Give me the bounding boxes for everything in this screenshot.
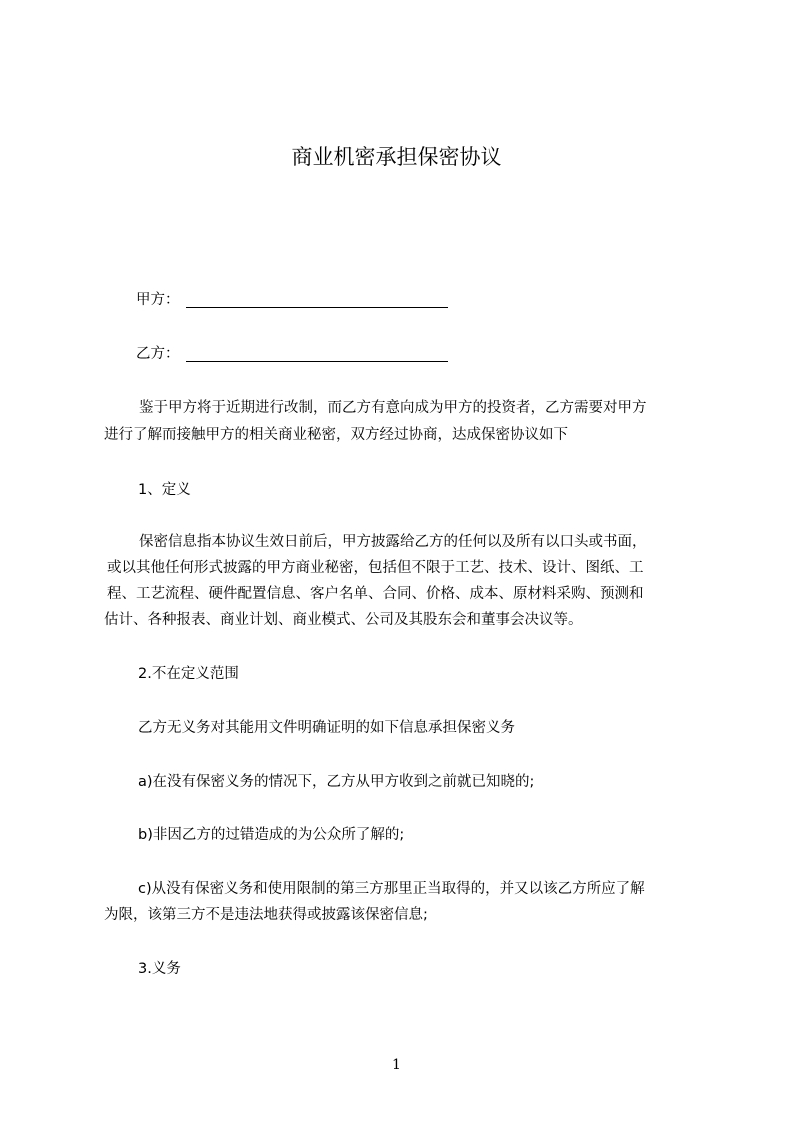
item-c-line-1: c)从没有保密义务和使用限制的第三方那里正当取得的，并又以该乙方所应了解 (138, 881, 645, 897)
item-c-line-2: 为限，该第三方不是违法地获得或披露该保密信息; (104, 907, 428, 923)
section3-heading: 3.义务 (138, 961, 181, 977)
section1-body-line-2: 或以其他任何形式披露的甲方商业秘密，包括但不限于工艺、技术、设计、图纸、工 (107, 560, 644, 576)
section1-body-line-4: 估计、各种报表、商业计划、商业模式、公司及其股东会和董事会决议等。 (104, 612, 583, 628)
party-b-blank-line (186, 361, 448, 362)
section1-body-line-3: 程、工艺流程、硬件配置信息、客户名单、合同、价格、成本、原材料采购、预测和 (107, 586, 644, 602)
intro-line-1: 鉴于甲方将于近期进行改制，而乙方有意向成为甲方的投资者，乙方需要对甲方 (139, 400, 647, 416)
section1-heading: 1、定义 (138, 482, 191, 498)
document-title: 商业机密承担保密协议 (291, 145, 502, 169)
item-b: b)非因乙方的过错造成的为公众所了解的; (138, 827, 405, 843)
section2-heading: 2.不在定义范围 (138, 666, 239, 682)
party-b-label: 乙方： (136, 346, 180, 362)
party-a-blank-line (186, 307, 448, 308)
party-a-label: 甲方： (136, 292, 180, 308)
section1-body-line-1: 保密信息指本协议生效日前后，甲方披露给乙方的任何以及所有以口头或书面， (139, 534, 647, 550)
page-number: 1 (392, 1057, 401, 1073)
item-a: a)在没有保密义务的情况下，乙方从甲方收到之前就已知晓的; (138, 774, 535, 790)
intro-line-2: 进行了解而接触甲方的相关商业秘密，双方经过协商，达成保密协议如下 (104, 427, 568, 443)
section2-intro: 乙方无义务对其能用文件明确证明的如下信息承担保密义务 (138, 720, 515, 736)
